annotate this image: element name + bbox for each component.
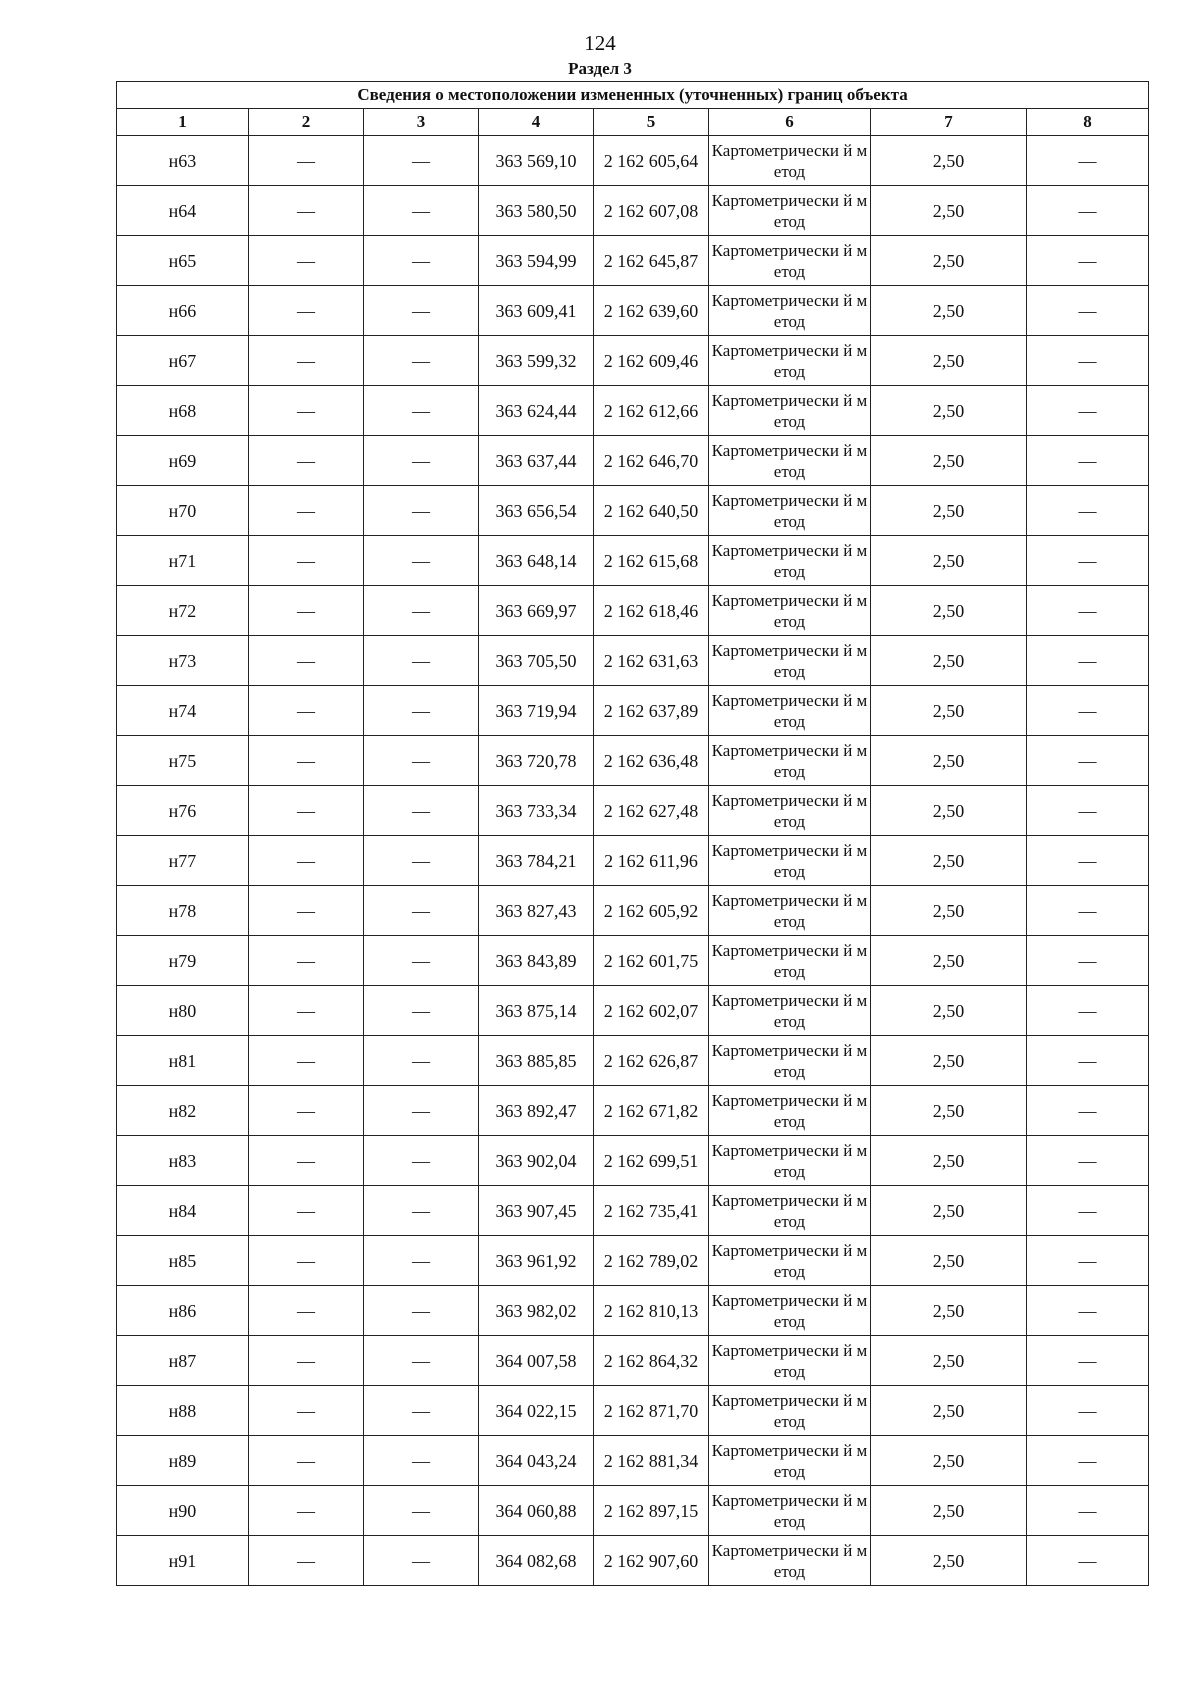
dash-cell: — [364, 886, 479, 936]
accuracy-cell: 2,50 [871, 1286, 1027, 1336]
accuracy-cell: 2,50 [871, 236, 1027, 286]
table-row [117, 1536, 1149, 1586]
table-row [117, 1186, 1149, 1236]
method-cell: Картометрически й метод [709, 636, 871, 686]
accuracy-cell: 2,50 [871, 886, 1027, 936]
y-coordinate-cell: 2 162 881,34 [594, 1436, 709, 1486]
dash-cell: — [364, 1136, 479, 1186]
y-coordinate-cell: 2 162 639,60 [594, 286, 709, 336]
dash-cell: — [364, 286, 479, 336]
dash-cell: — [364, 736, 479, 786]
x-coordinate-cell: 363 843,89 [479, 936, 594, 986]
y-coordinate-cell: 2 162 618,46 [594, 586, 709, 636]
table-row [117, 186, 1149, 236]
dash-cell: — [1027, 386, 1149, 436]
dash-cell: — [364, 636, 479, 686]
dash-cell: — [364, 486, 479, 536]
accuracy-cell: 2,50 [871, 436, 1027, 486]
table-row [117, 386, 1149, 436]
section-title: Раздел 3 [568, 59, 632, 78]
x-coordinate-cell: 363 719,94 [479, 686, 594, 736]
y-coordinate-cell: 2 162 699,51 [594, 1136, 709, 1186]
point-name-cell: н66 [117, 286, 249, 336]
table-row [117, 1036, 1149, 1086]
x-coordinate-cell: 363 705,50 [479, 636, 594, 686]
dash-cell: — [1027, 1386, 1149, 1436]
dash-cell: — [364, 186, 479, 236]
x-coordinate-cell: 363 720,78 [479, 736, 594, 786]
y-coordinate-cell: 2 162 615,68 [594, 536, 709, 586]
point-name-cell: н89 [117, 1436, 249, 1486]
table-row [117, 1336, 1149, 1386]
accuracy-cell: 2,50 [871, 1086, 1027, 1136]
dash-cell: — [1027, 936, 1149, 986]
point-name-cell: н79 [117, 936, 249, 986]
method-cell: Картометрически й метод [709, 236, 871, 286]
dash-cell: — [1027, 886, 1149, 936]
point-name-cell: н81 [117, 1036, 249, 1086]
dash-cell: — [1027, 1136, 1149, 1186]
x-coordinate-cell: 363 907,45 [479, 1186, 594, 1236]
dash-cell: — [249, 986, 364, 1036]
dash-cell: — [249, 386, 364, 436]
point-name-cell: н85 [117, 1236, 249, 1286]
point-name-cell: н76 [117, 786, 249, 836]
accuracy-cell: 2,50 [871, 636, 1027, 686]
column-number: 8 [1027, 109, 1149, 136]
table-caption: Сведения о местоположении измененных (уточненных) границ объекта [117, 82, 1149, 109]
dash-cell: — [364, 836, 479, 886]
column-number: 6 [709, 109, 871, 136]
dash-cell: — [249, 786, 364, 836]
dash-cell: — [1027, 1436, 1149, 1486]
x-coordinate-cell: 363 827,43 [479, 886, 594, 936]
column-number: 1 [117, 109, 249, 136]
point-name-cell: н75 [117, 736, 249, 786]
dash-cell: — [249, 186, 364, 236]
dash-cell: — [364, 586, 479, 636]
dash-cell: — [1027, 786, 1149, 836]
dash-cell: — [364, 436, 479, 486]
method-cell: Картометрически й метод [709, 1336, 871, 1386]
x-coordinate-cell: 363 669,97 [479, 586, 594, 636]
table-row [117, 1236, 1149, 1286]
point-name-cell: н82 [117, 1086, 249, 1136]
dash-cell: — [1027, 686, 1149, 736]
y-coordinate-cell: 2 162 871,70 [594, 1386, 709, 1436]
table-row [117, 1436, 1149, 1486]
dash-cell: — [364, 1286, 479, 1336]
method-cell: Картометрически й метод [709, 136, 871, 186]
dash-cell: — [249, 1336, 364, 1386]
point-name-cell: н83 [117, 1136, 249, 1186]
accuracy-cell: 2,50 [871, 286, 1027, 336]
point-name-cell: н74 [117, 686, 249, 736]
accuracy-cell: 2,50 [871, 1186, 1027, 1236]
point-name-cell: н91 [117, 1536, 249, 1586]
dash-cell: — [249, 286, 364, 336]
dash-cell: — [364, 1386, 479, 1436]
dash-cell: — [1027, 1186, 1149, 1236]
accuracy-cell: 2,50 [871, 686, 1027, 736]
x-coordinate-cell: 363 609,41 [479, 286, 594, 336]
page-number: 124 [584, 31, 616, 55]
boundary-coordinates-table [116, 81, 1149, 1586]
x-coordinate-cell: 363 594,99 [479, 236, 594, 286]
point-name-cell: н87 [117, 1336, 249, 1386]
method-cell: Картометрически й метод [709, 886, 871, 936]
method-cell: Картометрически й метод [709, 836, 871, 886]
dash-cell: — [249, 436, 364, 486]
point-name-cell: н67 [117, 336, 249, 386]
dash-cell: — [1027, 436, 1149, 486]
y-coordinate-cell: 2 162 671,82 [594, 1086, 709, 1136]
method-cell: Картометрически й метод [709, 1536, 871, 1586]
table-row [117, 736, 1149, 786]
x-coordinate-cell: 363 656,54 [479, 486, 594, 536]
y-coordinate-cell: 2 162 607,08 [594, 186, 709, 236]
y-coordinate-cell: 2 162 646,70 [594, 436, 709, 486]
dash-cell: — [364, 1436, 479, 1486]
method-cell: Картометрически й метод [709, 786, 871, 836]
dash-cell: — [249, 1386, 364, 1436]
y-coordinate-cell: 2 162 810,13 [594, 1286, 709, 1336]
method-cell: Картометрически й метод [709, 1036, 871, 1086]
x-coordinate-cell: 363 902,04 [479, 1136, 594, 1186]
dash-cell: — [249, 586, 364, 636]
y-coordinate-cell: 2 162 609,46 [594, 336, 709, 386]
x-coordinate-cell: 364 022,15 [479, 1386, 594, 1436]
dash-cell: — [1027, 536, 1149, 586]
table-row [117, 636, 1149, 686]
dash-cell: — [1027, 136, 1149, 186]
x-coordinate-cell: 364 007,58 [479, 1336, 594, 1386]
method-cell: Картометрически й метод [709, 286, 871, 336]
dash-cell: — [1027, 486, 1149, 536]
table-body [117, 136, 1149, 1586]
accuracy-cell: 2,50 [871, 336, 1027, 386]
dash-cell: — [249, 1136, 364, 1186]
dash-cell: — [249, 536, 364, 586]
dash-cell: — [249, 836, 364, 886]
dash-cell: — [364, 386, 479, 436]
x-coordinate-cell: 363 961,92 [479, 1236, 594, 1286]
y-coordinate-cell: 2 162 907,60 [594, 1536, 709, 1586]
point-name-cell: н64 [117, 186, 249, 236]
point-name-cell: н71 [117, 536, 249, 586]
dash-cell: — [249, 1036, 364, 1086]
dash-cell: — [1027, 1086, 1149, 1136]
point-name-cell: н73 [117, 636, 249, 686]
dash-cell: — [249, 1086, 364, 1136]
dash-cell: — [364, 686, 479, 736]
y-coordinate-cell: 2 162 602,07 [594, 986, 709, 1036]
table-row [117, 586, 1149, 636]
dash-cell: — [1027, 1236, 1149, 1286]
method-cell: Картометрически й метод [709, 386, 871, 436]
x-coordinate-cell: 363 599,32 [479, 336, 594, 386]
table-row [117, 1086, 1149, 1136]
x-coordinate-cell: 363 892,47 [479, 1086, 594, 1136]
dash-cell: — [249, 136, 364, 186]
x-coordinate-cell: 363 648,14 [479, 536, 594, 586]
method-cell: Картометрически й метод [709, 686, 871, 736]
dash-cell: — [249, 1286, 364, 1336]
y-coordinate-cell: 2 162 627,48 [594, 786, 709, 836]
point-name-cell: н86 [117, 1286, 249, 1336]
table-row [117, 1136, 1149, 1186]
accuracy-cell: 2,50 [871, 1486, 1027, 1536]
dash-cell: — [1027, 986, 1149, 1036]
dash-cell: — [1027, 1336, 1149, 1386]
method-cell: Картометрически й метод [709, 1086, 871, 1136]
point-name-cell: н78 [117, 886, 249, 936]
y-coordinate-cell: 2 162 637,89 [594, 686, 709, 736]
method-cell: Картометрически й метод [709, 186, 871, 236]
dash-cell: — [364, 336, 479, 386]
dash-cell: — [249, 686, 364, 736]
method-cell: Картометрически й метод [709, 936, 871, 986]
table-row [117, 236, 1149, 286]
dash-cell: — [364, 1236, 479, 1286]
dash-cell: — [249, 936, 364, 986]
dash-cell: — [364, 1536, 479, 1586]
table-row [117, 436, 1149, 486]
column-number-row [117, 109, 1149, 136]
x-coordinate-cell: 363 784,21 [479, 836, 594, 886]
point-name-cell: н84 [117, 1186, 249, 1236]
method-cell: Картометрически й метод [709, 1236, 871, 1286]
point-name-cell: н65 [117, 236, 249, 286]
accuracy-cell: 2,50 [871, 786, 1027, 836]
accuracy-cell: 2,50 [871, 586, 1027, 636]
table-row [117, 686, 1149, 736]
method-cell: Картометрически й метод [709, 436, 871, 486]
dash-cell: — [249, 1436, 364, 1486]
accuracy-cell: 2,50 [871, 836, 1027, 886]
table-row [117, 486, 1149, 536]
point-name-cell: н80 [117, 986, 249, 1036]
point-name-cell: н63 [117, 136, 249, 186]
dash-cell: — [249, 1186, 364, 1236]
dash-cell: — [249, 236, 364, 286]
column-number: 5 [594, 109, 709, 136]
x-coordinate-cell: 364 060,88 [479, 1486, 594, 1536]
dash-cell: — [249, 886, 364, 936]
method-cell: Картометрически й метод [709, 336, 871, 386]
y-coordinate-cell: 2 162 611,96 [594, 836, 709, 886]
dash-cell: — [364, 136, 479, 186]
dash-cell: — [249, 1536, 364, 1586]
point-name-cell: н90 [117, 1486, 249, 1536]
accuracy-cell: 2,50 [871, 486, 1027, 536]
method-cell: Картометрически й метод [709, 1286, 871, 1336]
table-row [117, 336, 1149, 386]
method-cell: Картометрически й метод [709, 536, 871, 586]
dash-cell: — [249, 1236, 364, 1286]
dash-cell: — [1027, 236, 1149, 286]
dash-cell: — [1027, 1486, 1149, 1536]
column-number: 3 [364, 109, 479, 136]
method-cell: Картометрически й метод [709, 1486, 871, 1536]
accuracy-cell: 2,50 [871, 986, 1027, 1036]
method-cell: Картометрически й метод [709, 1136, 871, 1186]
dash-cell: — [364, 1036, 479, 1086]
accuracy-cell: 2,50 [871, 136, 1027, 186]
x-coordinate-cell: 363 580,50 [479, 186, 594, 236]
y-coordinate-cell: 2 162 640,50 [594, 486, 709, 536]
dash-cell: — [364, 1486, 479, 1536]
dash-cell: — [364, 1336, 479, 1386]
point-name-cell: н68 [117, 386, 249, 436]
y-coordinate-cell: 2 162 735,41 [594, 1186, 709, 1236]
table-row [117, 136, 1149, 186]
dash-cell: — [364, 936, 479, 986]
accuracy-cell: 2,50 [871, 1136, 1027, 1186]
accuracy-cell: 2,50 [871, 1236, 1027, 1286]
table-row [117, 1286, 1149, 1336]
table-row [117, 836, 1149, 886]
column-number: 2 [249, 109, 364, 136]
accuracy-cell: 2,50 [871, 386, 1027, 436]
dash-cell: — [1027, 1286, 1149, 1336]
x-coordinate-cell: 364 043,24 [479, 1436, 594, 1486]
method-cell: Картометрически й метод [709, 736, 871, 786]
accuracy-cell: 2,50 [871, 1386, 1027, 1436]
table-row [117, 986, 1149, 1036]
dash-cell: — [1027, 586, 1149, 636]
x-coordinate-cell: 363 637,44 [479, 436, 594, 486]
accuracy-cell: 2,50 [871, 186, 1027, 236]
dash-cell: — [249, 1486, 364, 1536]
method-cell: Картометрически й метод [709, 1186, 871, 1236]
dash-cell: — [364, 236, 479, 286]
y-coordinate-cell: 2 162 789,02 [594, 1236, 709, 1286]
table-row [117, 936, 1149, 986]
method-cell: Картометрически й метод [709, 586, 871, 636]
dash-cell: — [1027, 186, 1149, 236]
dash-cell: — [1027, 1536, 1149, 1586]
point-name-cell: н77 [117, 836, 249, 886]
table-row [117, 886, 1149, 936]
x-coordinate-cell: 363 624,44 [479, 386, 594, 436]
table-row [117, 536, 1149, 586]
dash-cell: — [1027, 336, 1149, 386]
accuracy-cell: 2,50 [871, 736, 1027, 786]
accuracy-cell: 2,50 [871, 536, 1027, 586]
dash-cell: — [1027, 1036, 1149, 1086]
point-name-cell: н72 [117, 586, 249, 636]
point-name-cell: н70 [117, 486, 249, 536]
dash-cell: — [364, 786, 479, 836]
dash-cell: — [1027, 836, 1149, 886]
dash-cell: — [249, 636, 364, 686]
table-row [117, 786, 1149, 836]
dash-cell: — [1027, 636, 1149, 686]
column-number: 7 [871, 109, 1027, 136]
method-cell: Картометрически й метод [709, 486, 871, 536]
y-coordinate-cell: 2 162 605,92 [594, 886, 709, 936]
x-coordinate-cell: 363 733,34 [479, 786, 594, 836]
dash-cell: — [1027, 286, 1149, 336]
y-coordinate-cell: 2 162 626,87 [594, 1036, 709, 1086]
dash-cell: — [364, 1086, 479, 1136]
y-coordinate-cell: 2 162 612,66 [594, 386, 709, 436]
accuracy-cell: 2,50 [871, 1336, 1027, 1386]
y-coordinate-cell: 2 162 897,15 [594, 1486, 709, 1536]
x-coordinate-cell: 363 875,14 [479, 986, 594, 1036]
x-coordinate-cell: 363 982,02 [479, 1286, 594, 1336]
dash-cell: — [249, 486, 364, 536]
y-coordinate-cell: 2 162 645,87 [594, 236, 709, 286]
method-cell: Картометрически й метод [709, 1386, 871, 1436]
y-coordinate-cell: 2 162 864,32 [594, 1336, 709, 1386]
column-number: 4 [479, 109, 594, 136]
accuracy-cell: 2,50 [871, 936, 1027, 986]
dash-cell: — [364, 536, 479, 586]
dash-cell: — [249, 736, 364, 786]
method-cell: Картометрически й метод [709, 1436, 871, 1486]
dash-cell: — [364, 1186, 479, 1236]
y-coordinate-cell: 2 162 601,75 [594, 936, 709, 986]
x-coordinate-cell: 363 885,85 [479, 1036, 594, 1086]
method-cell: Картометрически й метод [709, 986, 871, 1036]
y-coordinate-cell: 2 162 631,63 [594, 636, 709, 686]
dash-cell: — [364, 986, 479, 1036]
x-coordinate-cell: 364 082,68 [479, 1536, 594, 1586]
accuracy-cell: 2,50 [871, 1036, 1027, 1086]
x-coordinate-cell: 363 569,10 [479, 136, 594, 186]
table-row [117, 1486, 1149, 1536]
accuracy-cell: 2,50 [871, 1436, 1027, 1486]
accuracy-cell: 2,50 [871, 1536, 1027, 1586]
point-name-cell: н88 [117, 1386, 249, 1436]
dash-cell: — [249, 336, 364, 386]
dash-cell: — [1027, 736, 1149, 786]
point-name-cell: н69 [117, 436, 249, 486]
y-coordinate-cell: 2 162 605,64 [594, 136, 709, 186]
table-row [117, 286, 1149, 336]
table-row [117, 1386, 1149, 1436]
y-coordinate-cell: 2 162 636,48 [594, 736, 709, 786]
